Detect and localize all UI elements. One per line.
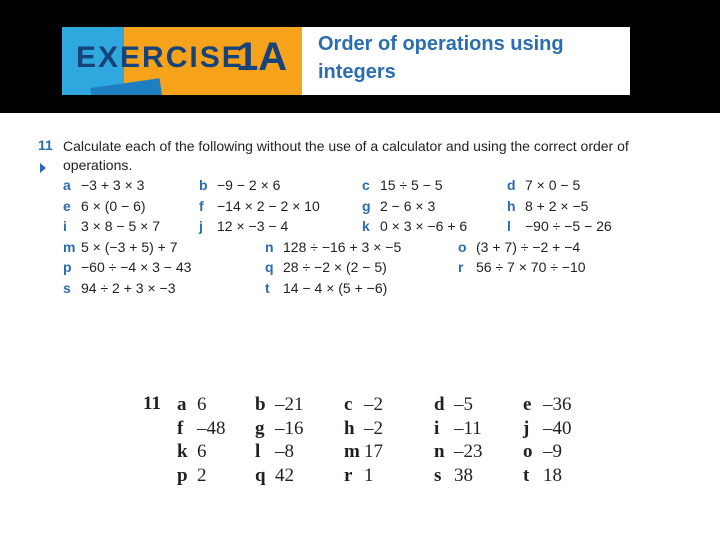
answer-label: c (344, 394, 353, 415)
exercise-expression: 7 × 0 − 5 (525, 177, 581, 193)
exercise-item-t (265, 278, 387, 298)
exercise-label: j (199, 218, 203, 234)
exercise-label: e (63, 197, 71, 214)
answer-item-e (523, 393, 572, 416)
exercise-label: b (199, 177, 208, 193)
exercise-item-m (63, 237, 178, 257)
answer-item-j (523, 417, 572, 440)
exercise-expression: 94 ÷ 2 + 3 × −3 (81, 279, 176, 296)
answer-value: 42 (275, 464, 294, 486)
exercise-label: g (362, 197, 371, 214)
answer-value: 6 (197, 441, 207, 462)
exercise-item-a (63, 175, 144, 195)
exercise-item-d (507, 175, 580, 195)
banner-orange-block (62, 27, 302, 95)
exercise-item-s (63, 278, 175, 298)
exercise-expression: −9 − 2 × 6 (217, 177, 281, 193)
question-instruction: Calculate each of the following without the use of a calculator and using the correct order of operations. (63, 138, 629, 173)
answer-label: n (434, 441, 445, 462)
answer-item-r (344, 464, 374, 487)
answer-item-l (255, 440, 294, 463)
answer-value: 18 (543, 464, 562, 486)
exercise-label: k (362, 218, 370, 234)
exercise-expression: −14 × 2 − 2 × 10 (217, 197, 320, 214)
answer-value: –36 (543, 394, 572, 415)
exercise-label: f (199, 197, 204, 214)
answer-value: –8 (275, 441, 294, 462)
exercise-item-b (199, 175, 280, 195)
exercise-expression: 128 ÷ −16 + 3 × −5 (283, 238, 402, 255)
exercise-item-e (63, 196, 146, 216)
exercise-item-q (265, 257, 387, 277)
exercise-expression: 3 × 8 − 5 × 7 (81, 218, 161, 234)
answer-label: q (255, 464, 266, 486)
answer-value: –11 (454, 417, 482, 439)
answer-label: t (523, 464, 530, 486)
answer-item-t (523, 464, 562, 487)
exercise-expression: −3 + 3 × 3 (81, 177, 145, 193)
answer-item-f (177, 417, 226, 440)
exercise-expression: 12 × −3 − 4 (217, 218, 289, 234)
exercise-expression: −90 ÷ −5 − 26 (525, 218, 612, 234)
answer-label: o (523, 441, 533, 462)
answer-item-k (177, 440, 207, 463)
answer-item-q (255, 464, 294, 487)
answer-label: m (344, 441, 360, 462)
answer-item-g (255, 417, 304, 440)
exercise-label: i (63, 218, 67, 234)
banner-title (318, 30, 564, 86)
answer-label: s (434, 464, 442, 486)
exercise-expression: 2 − 6 × 3 (380, 197, 436, 214)
banner-exercise-number: 1A (236, 35, 288, 79)
exercise-label: p (63, 259, 72, 275)
exercise-expression: 28 ÷ −2 × (2 − 5) (283, 259, 387, 275)
banner-title-line2: integers (318, 61, 396, 83)
exercise-expression: −60 ÷ −4 × 3 − 43 (81, 259, 192, 275)
answer-value: –48 (197, 417, 226, 439)
exercise-label: q (265, 259, 274, 275)
exercise-item-g (362, 196, 435, 216)
exercise-item-r (458, 257, 586, 277)
exercise-label: a (63, 177, 71, 193)
answer-item-m (344, 440, 383, 463)
answer-item-i (434, 417, 482, 440)
answer-label: e (523, 394, 532, 415)
answer-value: –23 (454, 441, 483, 462)
exercise-label: h (507, 197, 516, 214)
answer-item-o (523, 440, 562, 463)
exercise-label: s (63, 279, 71, 296)
exercise-item-k (362, 216, 467, 236)
triangle-arrow-icon (40, 163, 46, 173)
answer-label: j (523, 417, 530, 439)
answer-value: –5 (454, 394, 473, 415)
answer-label: k (177, 441, 188, 462)
answer-value: 1 (364, 464, 374, 486)
exercise-item-c (362, 175, 443, 195)
exercise-expression: 0 × 3 × −6 + 6 (380, 218, 468, 234)
answer-label: f (177, 417, 184, 439)
answer-value: –9 (543, 441, 562, 462)
answer-label: i (434, 417, 440, 439)
exercise-expression: 8 + 2 × −5 (525, 197, 589, 214)
exercise-label: o (458, 238, 467, 255)
answer-label: g (255, 417, 265, 439)
answer-value: 6 (197, 394, 207, 415)
exercise-label: t (265, 279, 270, 296)
answer-item-p (177, 464, 207, 487)
answer-item-h (344, 417, 383, 440)
exercise-label: n (265, 238, 274, 255)
exercise-item-l (507, 216, 612, 236)
answer-value: –16 (275, 417, 304, 439)
answer-number: 11 (143, 393, 161, 414)
answer-item-s (434, 464, 473, 487)
answer-label: b (255, 394, 266, 415)
exercise-item-i (63, 216, 160, 236)
question-number: 11 (38, 137, 53, 153)
banner-word: EXERCISE (76, 41, 244, 74)
answer-value: 2 (197, 464, 207, 486)
exercise-expression: (3 + 7) ÷ −2 + −4 (476, 238, 581, 255)
answer-value: –2 (364, 394, 383, 415)
exercise-expression: 14 − 4 × (5 + −6) (283, 279, 388, 296)
exercise-label: r (458, 259, 464, 275)
answer-label: l (255, 441, 261, 462)
answer-item-d (434, 393, 473, 416)
exercise-item-j (199, 216, 288, 236)
answer-label: d (434, 394, 445, 415)
answer-item-b (255, 393, 304, 416)
answer-label: r (344, 464, 353, 486)
answer-label: h (344, 417, 355, 439)
answer-label: p (177, 464, 188, 486)
exercise-label: c (362, 177, 370, 193)
exercise-item-f (199, 196, 320, 216)
answer-value: –2 (364, 417, 383, 439)
exercise-item-h (507, 196, 588, 216)
answer-value: –21 (275, 394, 304, 415)
exercise-item-o (458, 237, 580, 257)
answer-label: a (177, 394, 187, 415)
exercise-banner (62, 27, 630, 95)
exercise-label: d (507, 177, 516, 193)
answer-value: –40 (543, 417, 572, 439)
answer-item-n (434, 440, 483, 463)
answer-item-c (344, 393, 383, 416)
banner-title-line1: Order of operations using (318, 33, 564, 55)
exercise-expression: 15 ÷ 5 − 5 (380, 177, 443, 193)
exercise-item-p (63, 257, 191, 277)
exercise-item-n (265, 237, 401, 257)
exercise-label: m (63, 238, 76, 255)
exercise-expression: 6 × (0 − 6) (81, 197, 146, 214)
exercise-label: l (507, 218, 511, 234)
exercise-expression: 5 × (−3 + 5) + 7 (81, 238, 178, 255)
answer-value: 38 (454, 464, 473, 486)
answer-value: 17 (364, 441, 383, 462)
answer-item-a (177, 393, 207, 416)
exercise-expression: 56 ÷ 7 × 70 ÷ −10 (476, 259, 586, 275)
